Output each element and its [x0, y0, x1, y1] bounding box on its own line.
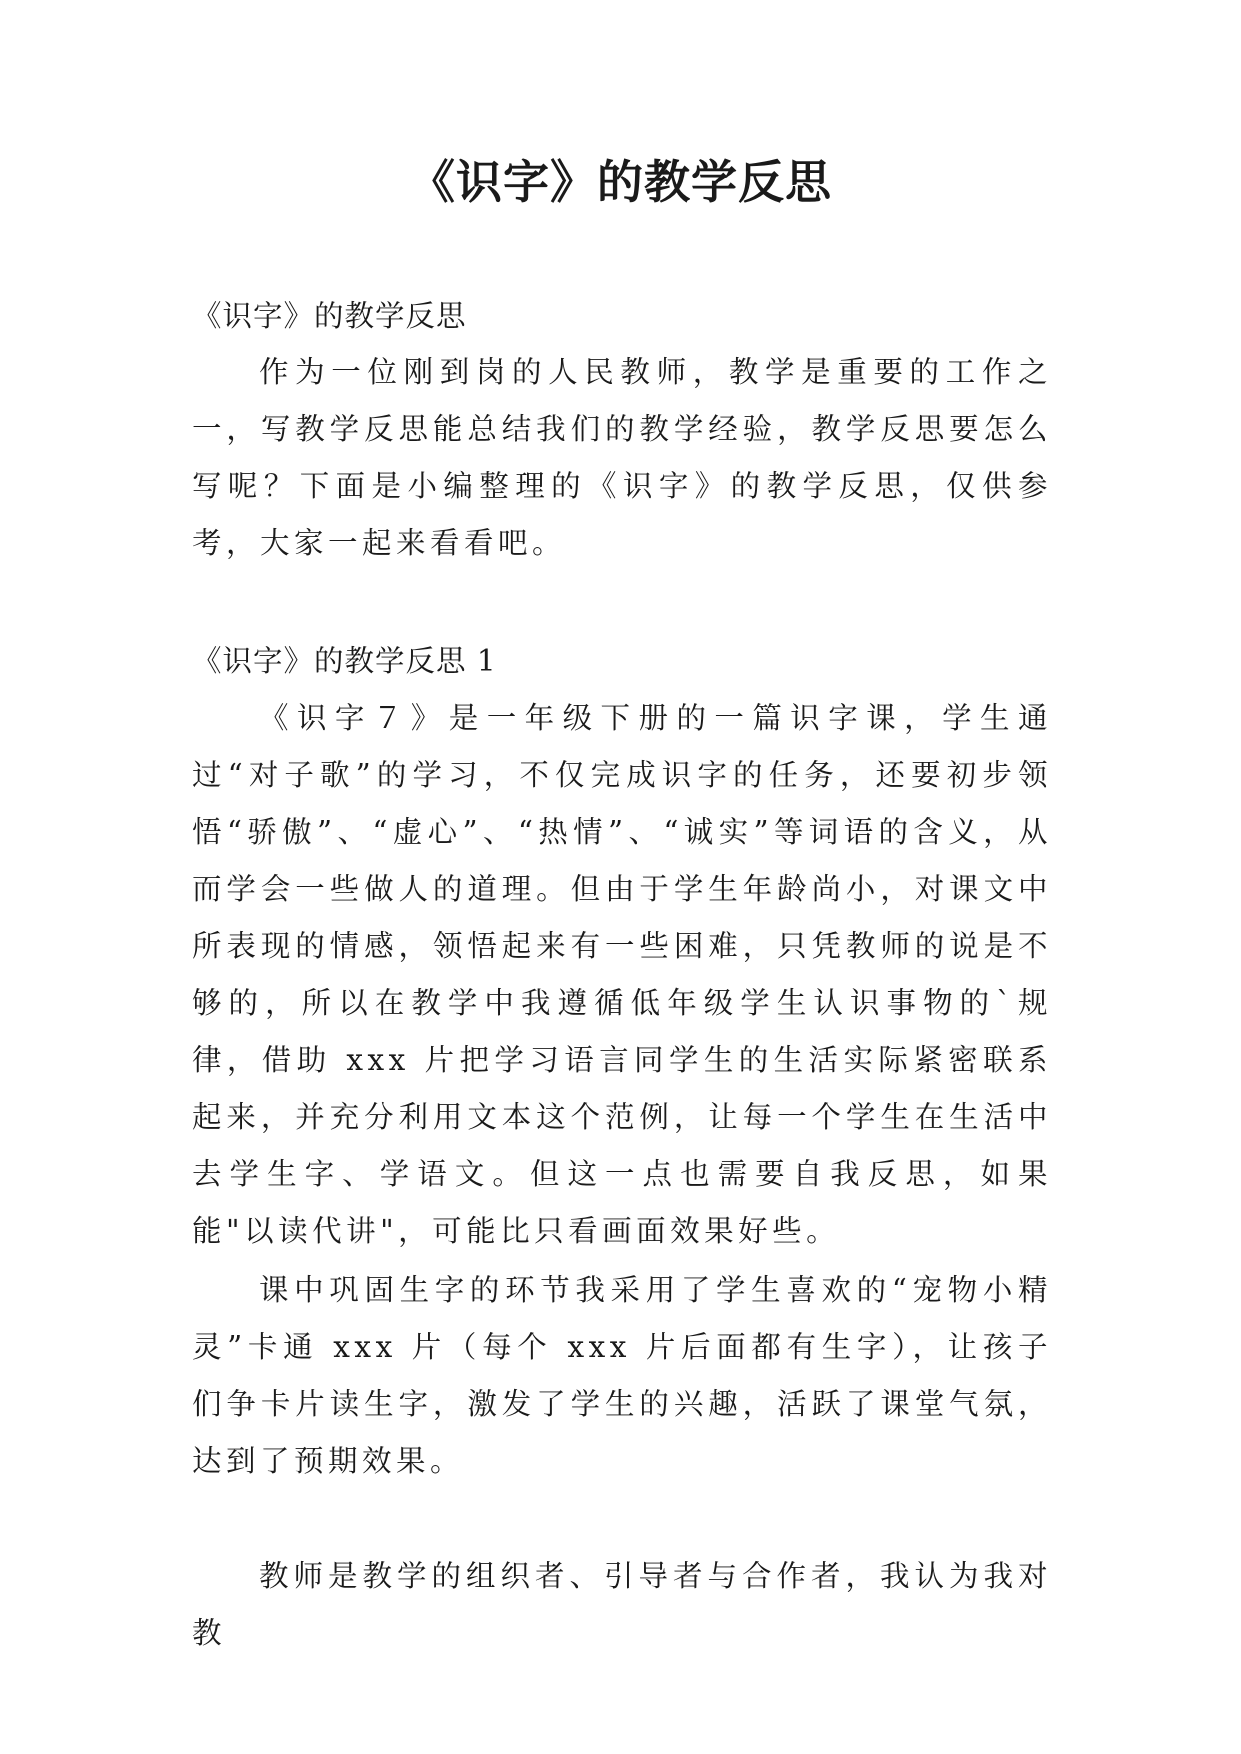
section-paragraph: 课中巩固生字的环节我采用了学生喜欢的“宠物小精灵”卡通 xxx 片（每个 xxx 片后面都有生字），让孩子们争卡片读生字，激发了学生的兴趣，活跃了课堂气氛，达到了预期效果。	[192, 1273, 1052, 1478]
intro-paragraph: 作为一位刚到岗的人民教师，教学是重要的工作之一，写教学反思能总结我们的教学经验，教学反思要怎么写呢？下面是小编整理的《识字》的教学反思，仅供参考，大家一起来看看吧。	[192, 355, 1052, 560]
section-paragraph: 《识字７》是一年级下册的一篇识字课，学生通过“对子歌”的学习，不仅完成识字的任务，还要初步领悟“骄傲”、“虚心”、“热情”、“诚实”等词语的含义，从而学会一些做人的道理。但由于学生年龄尚小，对课文中所表现的情感，领悟起来有一些困难，只凭教师的说是不够的，所以在教学中我遵循低年级学生认识事物的`规律，借助 xxx 片把学习语言同学生的生活实际紧密联系起来，并充分利用文本这个范例，让每一个学生在生活中去学生字、学语文。但这一点也需要自我反思，如果能"以读代讲"，可能比只看画面效果好些。	[192, 701, 1052, 1248]
document-subtitle: 《识字》的教学反思	[192, 299, 467, 333]
section-paragraph: 教师是教学的组织者、引导者与合作者，我认为我对教	[192, 1559, 1052, 1650]
section-heading: 《识字》的教学反思 1	[192, 644, 497, 678]
document-title: 《识字》的教学反思	[409, 155, 832, 209]
